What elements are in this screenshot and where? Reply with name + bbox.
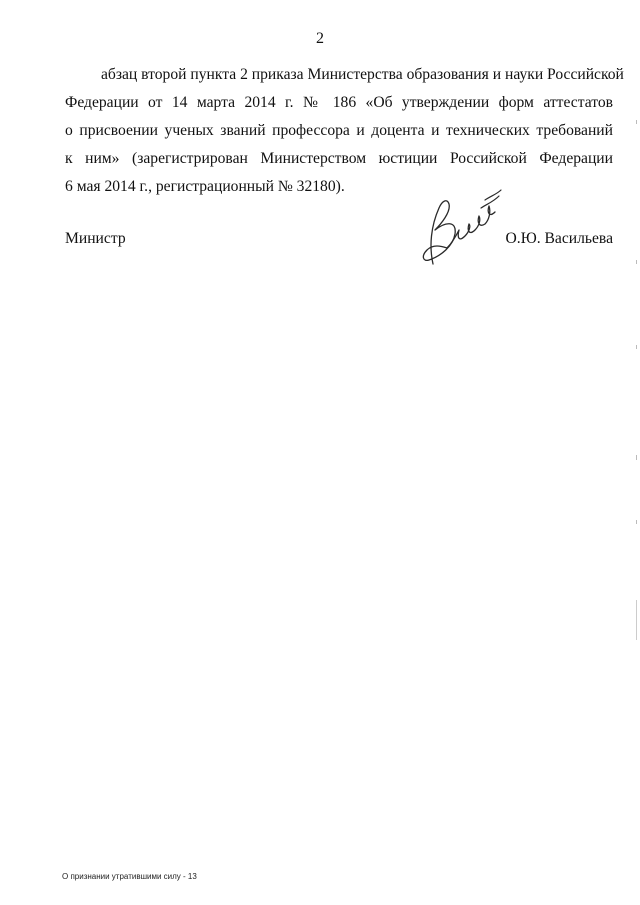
position-title: Министр xyxy=(65,230,126,247)
signature-block xyxy=(65,226,613,286)
footer-note: О признании утратившими силу - 13 xyxy=(62,872,197,881)
signatory-name: О.Ю. Васильева xyxy=(505,230,613,247)
scan-edge-marks xyxy=(635,0,638,905)
signature-stroke xyxy=(481,190,501,208)
handwritten-signature xyxy=(411,186,511,276)
body-paragraph xyxy=(65,61,624,201)
paragraph-line: Федерации от 14 марта 2014 г. № 186 «Об утверждении форм аттестатов xyxy=(65,94,613,111)
paragraph-line: абзац второй пункта 2 приказа Министерства образования и науки Российской xyxy=(101,66,624,83)
paragraph-line: о присвоении ученых званий профессора и доцента и технических требований xyxy=(65,122,613,139)
paragraph-line: к ним» (зарегистрирован Министерством юстиции Российской Федерации xyxy=(65,150,613,167)
page-number: 2 xyxy=(316,30,324,47)
signature-stroke xyxy=(423,201,455,264)
paragraph-line: 6 мая 2014 г., регистрационный № 32180). xyxy=(65,178,345,195)
